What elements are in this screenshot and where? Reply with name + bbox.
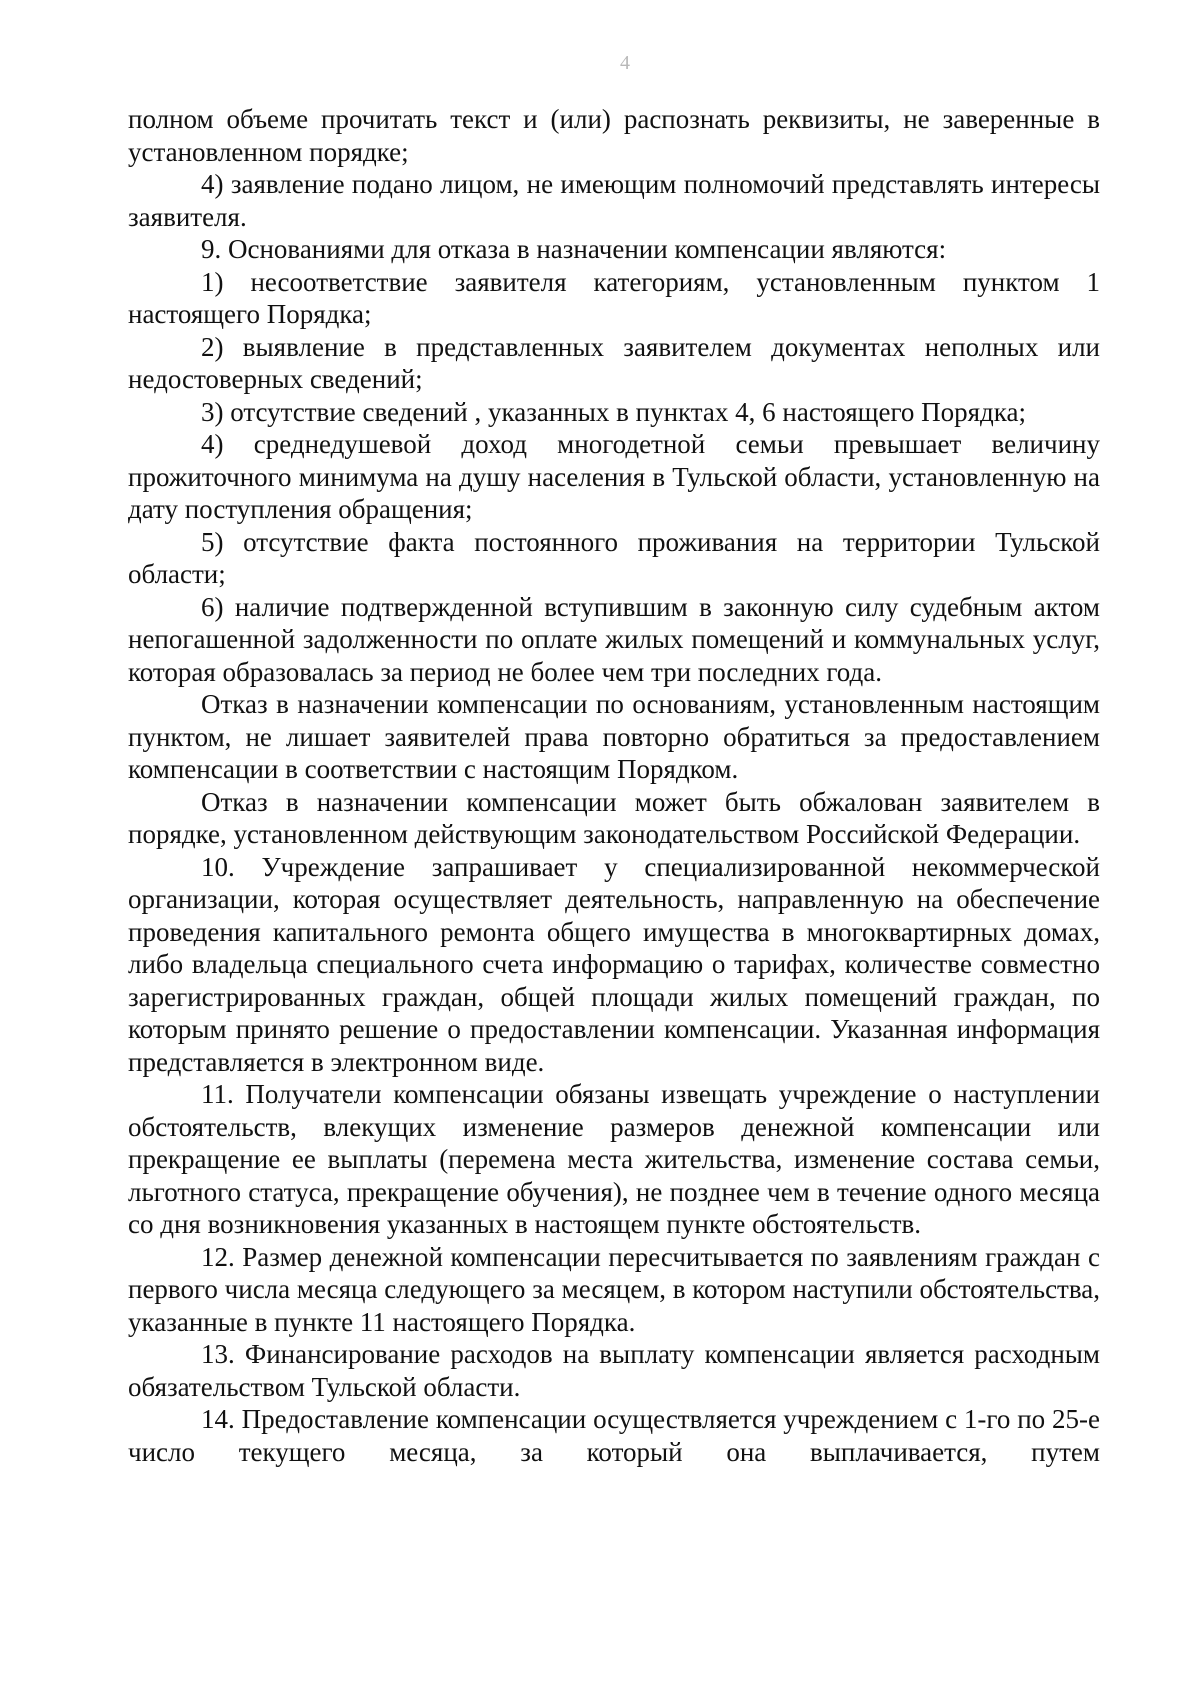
paragraph-clause-10: 10. Учреждение запрашивает у специализированной некоммерческой организации, которая осуществляет деятельность, направленную на обеспечение проведения капитального ремонта общего имущества в многоквартирных домах, либо владельца специального счета информацию о тарифах, количестве совместно зарегистрированных граждан, общей площади жилых помещений граждан, по которым принято решение о предоставлении компенсации. Указанная информация представляется в электронном виде.: [128, 851, 1100, 1077]
paragraph-item-5-residence: 5) отсутствие факта постоянного проживания на территории Тульской области;: [128, 526, 1100, 589]
paragraph-clause-13: 13. Финансирование расходов на выплату компенсации является расходным обязательством Тульской области.: [128, 1339, 1100, 1402]
paragraph-item-1-category: 1) несоответствие заявителя категориям, установленным пунктом 1 настоящего Порядка;: [128, 266, 1100, 329]
paragraph-clause-11: 11. Получатели компенсации обязаны извещать учреждение о наступлении обстоятельств, влекущих изменение размеров денежной компенсации или прекращение ее выплаты (перемена места жительства, изменение состава семьи, льготного статуса, прекращение обучения), не позднее чем в течение одного месяца со дня возникновения указанных в настоящем пункте обстоятельств.: [128, 1079, 1100, 1239]
page-number: 4: [620, 52, 630, 74]
paragraph-clause-14: 14. Предоставление компенсации осуществляется учреждением с 1-го по 25-е число текущего месяца, за который она выплачивается, путем: [128, 1404, 1100, 1467]
paragraph-clause-9: 9. Основаниями для отказа в назначении компенсации являются:: [201, 234, 947, 264]
paragraph-continued-scan: полном объеме прочитать текст и (или) распознать реквизиты, не заверенные в установленном порядке;: [128, 104, 1100, 167]
paragraph-item-4-authority: 4) заявление подано лицом, не имеющим полномочий представлять интересы заявителя.: [128, 169, 1100, 232]
paragraph-item-2-incomplete: 2) выявление в представленных заявителем документах неполных или недостоверных сведений;: [128, 331, 1100, 394]
paragraph-refusal-reapply: Отказ в назначении компенсации по основаниям, установленным настоящим пунктом, не лишает заявителей права повторно обратиться за предоставлением компенсации в соответствии с настоящим Порядком.: [128, 689, 1100, 784]
document-body: [128, 103, 1100, 1468]
paragraph-item-3-absence: 3) отсутствие сведений , указанных в пунктах 4, 6 настоящего Порядка;: [201, 396, 1026, 427]
paragraph-item-4-income: 4) среднедушевой доход многодетной семьи превышает величину прожиточного минимума на душу населения в Тульской области, установленную на дату поступления обращения;: [128, 429, 1100, 524]
paragraph-item-6-debt: 6) наличие подтвержденной вступившим в законную силу судебным актом непогашенной задолженности по оплате жилых помещений и коммунальных услуг, которая образовалась за период не более чем три последних года.: [128, 591, 1100, 687]
paragraph-refusal-appeal: Отказ в назначении компенсации может быть обжалован заявителем в порядке, установленном действующим законодательством Российской Федерации.: [128, 786, 1100, 849]
paragraph-clause-12: 12. Размер денежной компенсации пересчитывается по заявлениям граждан с первого числа месяца следующего за месяцем, в котором наступили обстоятельства, указанные в пункте 11 настоящего Порядка.: [128, 1241, 1100, 1337]
